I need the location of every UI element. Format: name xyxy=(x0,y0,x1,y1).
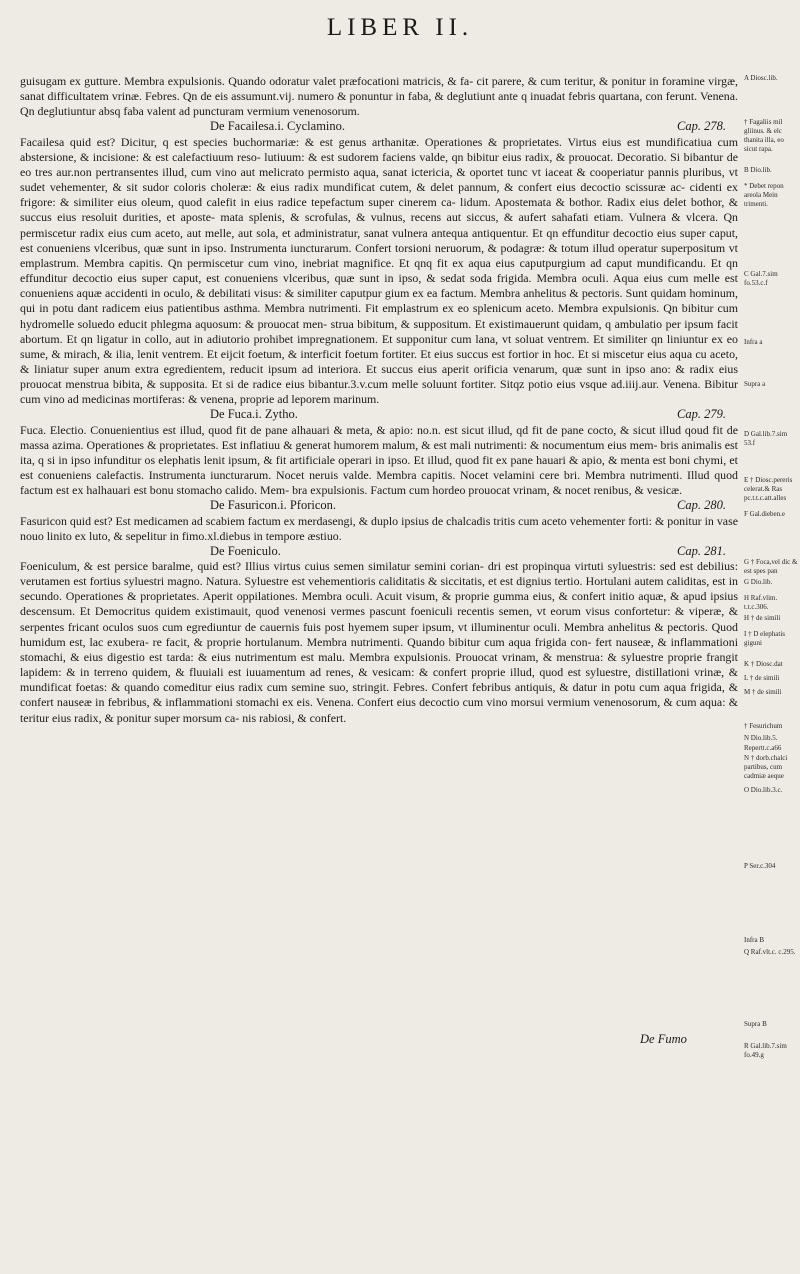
margin-note: Q Raf.vlt.c. c.295. xyxy=(744,948,796,956)
entry-heading xyxy=(20,544,738,559)
margin-note: G † Foca,vel dic & est spes pan xyxy=(744,558,798,575)
paragraph: Fasuricon quid est? Est medicamen ad scabiem factum ex merdasengi, & duplo ipsius de chalcadis tritis cum aceto vehementer forti: & ponitur in vase nouo linito ex luto, & sepelitur in fimo.xl.diebus in tempore æstiuo. xyxy=(20,513,738,543)
margin-note: N Dio.lib.5. xyxy=(744,734,778,742)
chapter-number: Cap. 278. xyxy=(677,119,726,134)
margin-note: B Dio.lib. xyxy=(744,166,772,174)
paragraph: guisugam ex gutture. Membra expulsionis. Quando odoratur valet præfocationi matricis, & fa- cit parere, & cum teritur, & ponitur in foramine virgæ, sanat difficultatem vrinæ. Febres. Qn de eis assumunt.vij. numero & ponuntur in faba, & deglutiunt ante q inuadat febris quartana, con ferunt. Venena. Qn deglutiuntur absq faba valent ad puncturam vermium venenosorum. xyxy=(20,74,738,119)
margin-note: Infra B xyxy=(744,936,765,944)
margin-note: A Diosc.lib. xyxy=(744,74,778,82)
margin-note: G Dio.lib. xyxy=(744,578,773,586)
margin-note: M † de simili xyxy=(744,688,782,696)
margin-note: F Gal.dieben.e xyxy=(744,510,786,518)
margin-note: Infra a xyxy=(744,338,763,346)
paragraph: Fuca. Electio. Conuenientius est illud, quod fit de pane alhauari & meta, & apio: no.n. est sicut illud, qd fit de pane cocto, & sicut illud qoud fit de massa azima. Operationes & proprietates. Est inflatiuu & generat humorem malum, & est mali nutrimenti: & nocumentum eius mem- bris animalis est ita, q si in ipso infunditur os elephatis lenit ipsum, & fit artificiale operari in ipso. Et illud, quod fit ex pane hauari & apio, & menta est boni chymi, et est conueniens calefactis. Instrumenta iuncturarum. Nocet neruis valde. Membra capitis. Nocet velamini cere bri. Membra nutrimenti. Illud quod factum est ex halhauari est bonu stomacho calido. Mem- bra expulsionis. Factum cum hordeo prouocat vrinam, & nocet renibus, & vesicæ. xyxy=(20,422,738,498)
entry-heading xyxy=(20,119,738,134)
chapter-number: Cap. 279. xyxy=(677,407,726,422)
margin-note: K † Diosc.dat xyxy=(744,660,783,668)
margin-note: P Ser.c.304 xyxy=(744,862,776,870)
margin-note: N † dorb.chalci partibus, cum cadmiæ aeque xyxy=(744,754,788,780)
margin-note: O Dio.lib.3.c. xyxy=(744,786,783,794)
margin-note: † Fesurichum xyxy=(744,722,783,730)
paragraph: Facailesa quid est? Dicitur, q est species buchormariæ: & est genus arthanitæ. Operationes & proprietates. Virtus eius est mundificatiua cum abstersione, & incisione: & est calefactiuum reso- lutiuum: & est sudorem faciens valde, qn bibitur eius radix, & prouocat. Decoratio. Si bibantur de eo tres aur.non pertransentes illud, cum vino aut melicrato permisto aqua, sanat ictericia, & oportet tunc vt iaceat & cooperiatur pannis pluribus, vt sudet vehementer, & sit sudor coloris choleræ: & eius radix mundificat cutem, & delet pannum, & confert eius decoctio scissuræ ac- cidenti ex frigore: & similiter eius oleum, quod calefit in eius radice tepefactum super cinerem ca- lidum. Apostemata & bothor. Radix eius delet bothor, & succus eius resoluit durities, et aposte- mata splenis, & scrofulas, & vulnus, recens aut siccus, & aufert sahafati etiam. Vulnera & vlcera. Qn permiscetur radix eius cum aceto, aut melle, aut sola, et administratur, sanat vulnera antequa antiquentur. Et qn effunditur decoctio eius super caput, est conueniens vlceribus, quæ sunt in ipso. Instrumenta iuncturarum. Confert torsioni neruorum, & podagræ: & totum illud operatur superpositum vt emplastrum. Membra capitis. Qn permiscetur cum vino, inebriat magnifice. Et qnq fit ex aqua eius caputpurgium ad caput mundificandu. Et qn effunditur decoctio eius super caput, est conueniens vlceribus, quæ sunt in ipso, & sedat soda frigida. Membra oculi. Aqua eius cum melle est conueniens aquæ accidenti in oculo, & debilitati visus: & similiter caputpur gium ex ea factum. Membra anhelitus & pectoris. Sunt quidam hominum, qui in potu dant radicem eius patientibus asthma. Membra nutrimenti. Fit emplastrum ex eo splenicum aceto. Membra expulsionis. Qn bibitur cum hydromelle soluedo educit phlegma aquosum: & prouocat men- strua bibitum, & suppositum. Et existimauerunt quidam, q ambulatio per ipsum facit abortum. Et qn ligatur in collo, aut in adiutorio prohibet impregnationem. Et supponitur cum lana, vt soluat ventrem. Et similiter qn liniuntur ex eo sume, & mirach, & ilia, lenit ventrem. Et eijcit foetum, & interficit foetum fortiter. Et eius succus est fortior in hoc. Et si miscetur eius aqua cu aceto, & liniatur super anum extra egredientem, reducit ipsum ad interiora. Et succus eius aperit orificia venarum, quæ sunt in ipso ano: & radix eius prouocat menstrua bibita, & supposita. Et si de radice eius bibantur.3.v.cum melle soluunt fortiter. Sitqz potio eius vsque ad.iiij.aur. Venena. Bibitur cum vino ad medicinas mortiferas: & venena, proprie ad leporem marinum. xyxy=(20,134,738,407)
margin-note: H Raf.vlim. t.t.c.306. xyxy=(744,594,778,611)
margin-note: Supra a xyxy=(744,380,766,388)
entry-heading xyxy=(20,498,738,513)
margin-note: * Debet repon areola Mein trimenti. xyxy=(744,182,784,208)
chapter-number: Cap. 281. xyxy=(677,543,726,558)
margin-note: Repertt.c.a66 xyxy=(744,744,782,752)
entry-title: De Fasuricon.i. Pforicon. xyxy=(210,498,337,513)
margin-note: I † D elephatis giguni xyxy=(744,630,786,647)
entry-title: De Facailesa.i. Cyclamino. xyxy=(210,119,346,134)
chapter-number: Cap. 280. xyxy=(677,498,726,513)
margin-note: L † de simili xyxy=(744,674,780,682)
margin-note: † Fagaliis mil gliinus. & elc thanita illa, eo sicut rapa. xyxy=(744,118,784,153)
entry-heading xyxy=(20,407,738,422)
running-header: LIBER II. xyxy=(326,14,474,41)
margin-note: C Gal.7.sim fo.53.c.f xyxy=(744,270,778,287)
margin-note: R Gal.lib.7.sim fo.49.g xyxy=(744,1042,787,1059)
entry-title: De Fuca.i. Zytho. xyxy=(210,407,298,422)
paragraph: Foeniculum, & est persice baralme, quid est? Illius virtus cuius semen similatur semini corian- dri est propinqua virtuti syluestris: sed est debilius: verutamen est fortius syluestri magno. Natura. Syluestre est vehementioris caliditatis & siccitatis, et est dignius tertio. Hortulani autem caliditas, est in secundo. Operationes & proprietates. Aperit oppilationes. Membra oculi. Acuit visum, & proprie gumma eius, & confert initio aquæ, & apud ipsius descensum. Et Democritus quidem existimauit, quod venenosi vermes pascunt foeniculi recentis semen, vt eorum visus confortetur: & viperæ, & serpentes fricant oculos suos cum egrediuntur de cauernis fuis post hyemem super ipsum, vt illuminentur oculi. Membra anhelitus & pectoris. Quod humidum est, lac exubera- re facit, & proprie hortulanum. Membra nutrimenti. Quando bibitur cum aqua frigida con- fert nauseæ, & inflammationi stomachi, & eius digestio est tarda: & eius nutrimentum est malu. Membra expulsionis. Prouocat vrinam, & menstrua: & syluestre proprie frangit lapidem: & in terreno quidem, & fluuiali est iuuamentum ad renes, & vesicam: & confert proprie illud, quod est syluestre, distillationi vrinæ, & mundificat foetas: & quando comeditur eius radix cum semine suo, stringit. Febres. Confert febribus antiquis, & datur in potu cum aqua frigida, & confert nauseæ in febribus, & inflammationi stomachi ex eis. Venena. Confert eius decoctio cum vino morsui vermium venenosorum, & cum aqua: & teritur eius radix, & ponitur super morsum ca- nis rabiosi, & confert. xyxy=(20,559,738,725)
margin-note: H † de simili xyxy=(744,614,781,622)
margin-note: E † Diosc.pereris celerat.& Ras pc.t.t.c.att.alles xyxy=(744,476,793,502)
margin-note: Supra B xyxy=(744,1020,767,1028)
main-text-column xyxy=(20,74,738,726)
margin-note: D Gal.lib.7.sim 53.f xyxy=(744,430,788,447)
entry-title: De Foeniculo. xyxy=(210,543,281,558)
catchword: De Fumo xyxy=(640,1032,687,1046)
